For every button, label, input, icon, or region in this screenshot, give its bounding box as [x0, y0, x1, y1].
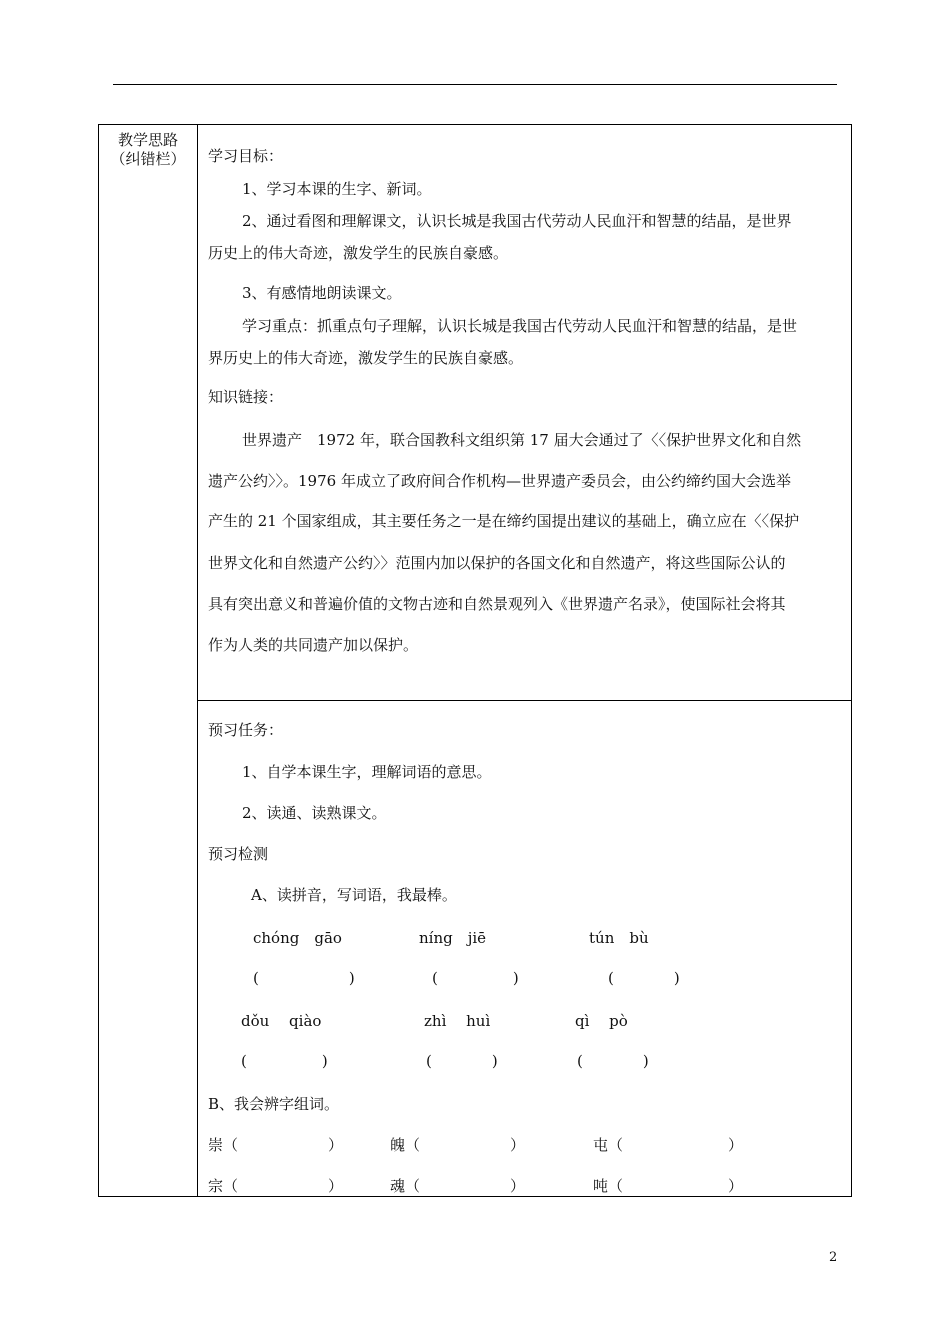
task-title: 预习任务：: [208, 721, 284, 739]
char-compound: 魂（ ）: [390, 1177, 526, 1195]
answer-blank: ( ): [608, 969, 680, 987]
lesson-table: [98, 124, 852, 1197]
answer-blank: ( ): [253, 969, 355, 987]
char-compound: 崇（ ）: [208, 1136, 344, 1154]
pinyin: níng jiē: [419, 929, 487, 947]
part-a-title: A、读拼音，写词语，我最棒。: [251, 886, 457, 904]
link-line: 世界遗产 1972 年，联合国教科文组织第 17 届大会通过了〈〈保护世界文化和自然: [242, 431, 802, 449]
column-divider: [197, 125, 198, 1196]
goal-1: 1、学习本课的生字、新词。: [242, 180, 432, 198]
char-compound: 屯（ ）: [593, 1136, 744, 1154]
char-compound: 宗（ ）: [208, 1177, 344, 1195]
pinyin: dǒu qiào: [241, 1012, 322, 1030]
pinyin: zhì huì: [424, 1012, 491, 1030]
task-2: 2、读通、读熟课文。: [242, 804, 387, 822]
pinyin: qì pò: [575, 1012, 628, 1030]
char-compound: 魄（ ）: [390, 1136, 526, 1154]
pinyin: chóng gāo: [253, 929, 342, 947]
goal-2-line1: 2、通过看图和理解课文，认识长城是我国古代劳动人民血汗和智慧的结晶，是世界: [242, 212, 792, 230]
side-label-line2: （纠错栏）: [110, 150, 186, 168]
answer-blank: ( ): [426, 1052, 498, 1070]
focus-line1: 学习重点：抓重点句子理解，认识长城是我国古代劳动人民血汗和智慧的结晶，是世: [242, 317, 798, 335]
answer-blank: ( ): [577, 1052, 649, 1070]
side-label: [99, 131, 197, 169]
link-line: 具有突出意义和普遍价值的文物古迹和自然景观列入《世界遗产名录》，使国际社会将其: [208, 595, 786, 613]
char-compound: 吨（ ）: [593, 1177, 744, 1195]
goal-2-line2: 历史上的伟大奇迹，激发学生的民族自豪感。: [208, 244, 509, 262]
part-b-title: B、我会辨字组词。: [208, 1095, 340, 1113]
answer-blank: ( ): [241, 1052, 328, 1070]
goal-3: 3、有感情地朗读课文。: [242, 284, 402, 302]
link-line: 产生的 21 个国家组成，其主要任务之一是在缔约国提出建议的基础上，确立应在〈〈保护: [208, 512, 800, 530]
check-title: 预习检测: [208, 845, 269, 863]
link-line: 遗产公约〉〉。1976 年成立了政府间合作机构—世界遗产委员会，由公约缔约国大会选举: [208, 472, 791, 490]
goals-title: 学习目标：: [208, 147, 284, 165]
task-1: 1、自学本课生字，理解词语的意思。: [242, 763, 492, 781]
link-line: 世界文化和自然遗产公约〉〉范围内加以保护的各国文化和自然遗产，将这些国际公认的: [208, 554, 786, 572]
focus-line2: 界历史上的伟大奇迹，激发学生的民族自豪感。: [208, 349, 524, 367]
link-line: 作为人类的共同遗产加以保护。: [208, 636, 419, 654]
side-label-line1: 教学思路: [117, 131, 178, 149]
link-title: 知识链接：: [208, 388, 284, 406]
answer-blank: ( ): [432, 969, 519, 987]
header-rule: [113, 84, 837, 85]
pinyin: tún bù: [589, 929, 649, 947]
page-number: 2: [829, 1250, 838, 1265]
row-divider: [198, 700, 851, 701]
